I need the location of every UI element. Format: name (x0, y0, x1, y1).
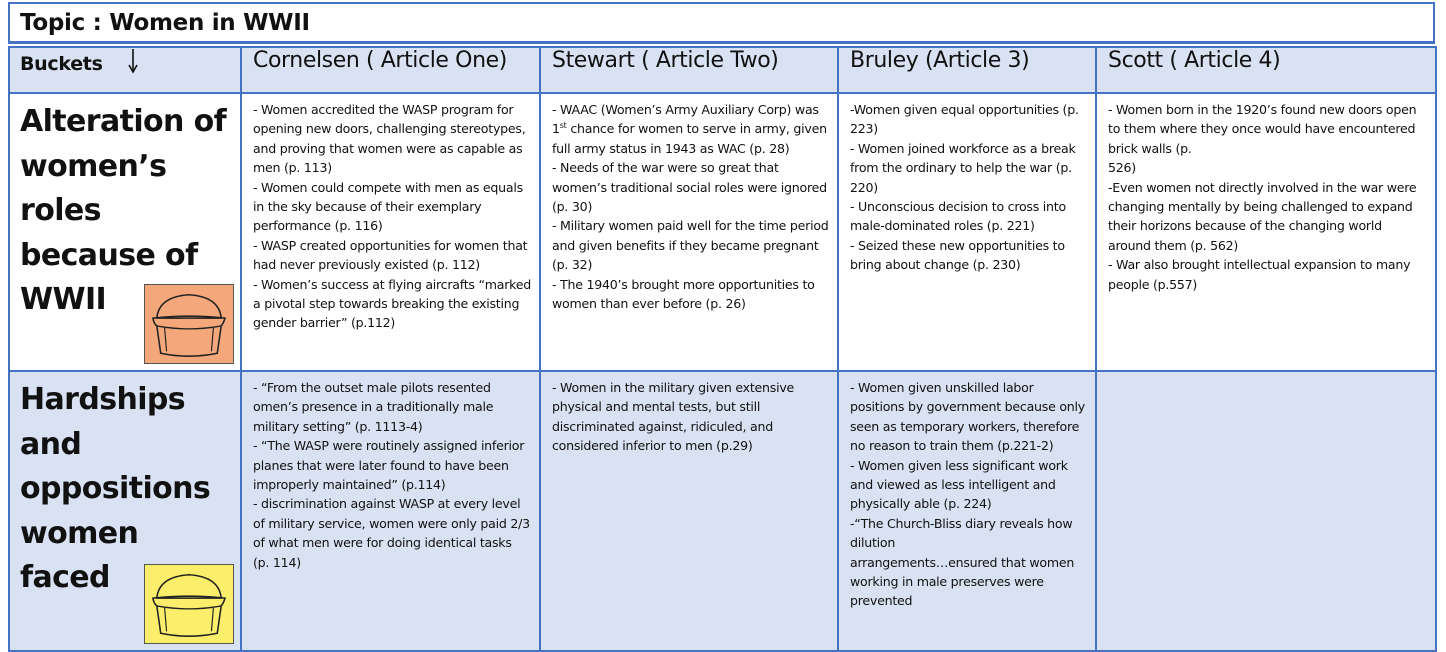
note-text: - Women born in the 1920’s found new doors open to them where they once would have encountered brick walls (p. (1108, 102, 1417, 156)
note-text: men (p. 113) (253, 160, 332, 176)
table-row (9, 93, 1436, 371)
note-text: - Women given less significant work and viewed as less intelligent and physically able (p. 224) (850, 457, 1068, 512)
note-text: -Even women not directly involved in the war were changing mentally by being challenged to expand their horizons because of the changing world around them (p. 562) (1108, 179, 1417, 253)
table-row (9, 371, 1436, 651)
note-text: - Women’s success at flying aircrafts “marked a pivotal step towards breaking the existing gender barrier” (p.112) (253, 276, 531, 331)
row1-scott-cell (1096, 93, 1436, 371)
note-text: - Women in the military given extensive physical and mental tests, but still discriminated against, ridiculed, and considered inferior to men (p.29) (552, 380, 795, 454)
row-label-line: WWII (20, 282, 107, 317)
row-label-line: and (20, 426, 82, 462)
row1-cornelsen-cell (241, 93, 540, 371)
row-label-line: Alteration of (20, 104, 227, 139)
note-text: - “From the outset male pilots resented omen’s presence in a traditionally male military setting” (p. 1113-4) (253, 380, 494, 434)
note-text: - WASP created opportunities for women that had never previously existed (p. 112) (253, 237, 528, 273)
row-label-line: women’s (20, 148, 167, 184)
row1-bruley-cell (838, 93, 1096, 371)
note-text: - Needs of the war were so great that women’s traditional social roles were ignored (p. 30) (552, 160, 827, 215)
note-text: -“The Church-Bliss diary reveals how dilution (850, 515, 1073, 551)
row2-bruley-cell (838, 371, 1096, 651)
note-text: - Unconscious decision to cross into male-dominated roles (p. 221) (850, 199, 1066, 234)
row-label-line: roles (20, 193, 101, 228)
column-header-cornelsen: Cornelsen ( Article One) (241, 47, 540, 93)
row1-stewart-cell (540, 93, 838, 371)
buckets-table (8, 46, 1437, 652)
note-text: 526) (1108, 160, 1136, 176)
topic-title: Topic : Women in WWII (8, 2, 1435, 44)
column-header-stewart: Stewart ( Article Two) (540, 47, 838, 93)
row-label-line: Hardships (20, 382, 186, 417)
note-text: - Women accredited the WASP program for opening new doors, challenging stereotypes, and proving that women were as capable as (253, 102, 526, 156)
note-text: - Women joined workforce as a break from the ordinary to help the war (p. 220) (850, 140, 1076, 195)
note-text: - Seized these new opportunities to bring about change (p. 230) (850, 237, 1065, 273)
header-row (9, 47, 1436, 93)
buckets-header-cell (9, 47, 241, 93)
note-text: arrangements…ensured that women working in male preserves were prevented (850, 554, 1075, 609)
row2-cornelsen-cell (241, 371, 540, 651)
row-label-line: because of (20, 237, 198, 273)
row2-scott-cell (1096, 371, 1436, 651)
row2-stewart-cell (540, 371, 838, 651)
note-text: - Women given unskilled labor positions by government because only seen as temporary workers, therefore no reason to train them (p.221-2) (850, 380, 1085, 454)
note-text: - War also brought intellectual expansion to many people (p.557) (1108, 257, 1411, 292)
column-header-scott: Scott ( Article 4) (1096, 47, 1436, 93)
row-label-cell (9, 93, 241, 371)
row-label-line: faced (20, 560, 110, 595)
note-text: - Women could compete with men as equals in the sky because of their exemplary performance (p. 116) (253, 179, 523, 234)
note-text: - WAAC (Women’s Army Auxiliary Corp) was 1st chance for women to serve in army, given full army status in 1943 as WAC (p. 28) (552, 102, 827, 156)
bucket-drawing (145, 285, 233, 363)
note-text: - Military women paid well for the time period and given benefits if they became pregnant (p. 32) (552, 218, 829, 273)
column-header-bruley: Bruley (Article 3) (838, 47, 1096, 93)
bucket-icon (144, 564, 234, 644)
row-label-line: women (20, 515, 139, 551)
note-text: - “The WASP were routinely assigned inferior planes that were later found to have been improperly maintained” (p.114) (253, 438, 525, 493)
note-text: - The 1940’s brought more opportunities to women than ever before (p. 26) (552, 276, 815, 312)
buckets-label: Buckets (20, 53, 103, 75)
note-text: - discrimination against WASP at every level of military service, women were only paid 2/3 of what men were for doing identical tasks (p. 114) (253, 496, 530, 570)
bucket-icon (144, 284, 234, 364)
note-text: -Women given equal opportunities (p. 223) (850, 102, 1079, 137)
down-arrow-icon (127, 48, 139, 79)
bucket-drawing (145, 565, 233, 643)
row-label-cell (9, 371, 241, 651)
row-label-line: oppositions (20, 471, 211, 506)
